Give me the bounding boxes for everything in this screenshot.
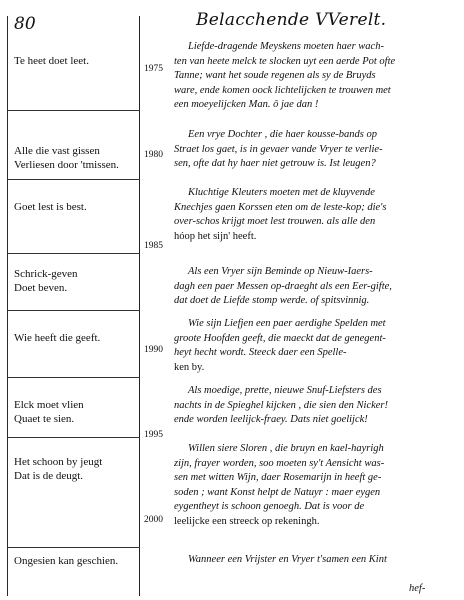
proverb-line: Verliesen door 'tmissen. xyxy=(14,159,119,171)
column-divider-rule xyxy=(139,16,140,596)
running-head: Belacchende VVerelt. xyxy=(196,10,387,30)
proverb-line: Doet beven. xyxy=(14,282,68,294)
text-line: hóop het sijn' heeft. xyxy=(174,230,257,242)
proverb-line: Goet lest is best. xyxy=(14,201,87,213)
proverb-line: Wie heeft die geeft. xyxy=(14,332,101,344)
proverb-line: Dat is de deugt. xyxy=(14,470,84,482)
text-line: heyt hecht wordt. Steeck daer een Spelle- xyxy=(174,347,347,358)
proverb-marginal xyxy=(14,554,136,568)
text-line: Liefde-dragende Meyskens moeten haer wach- xyxy=(188,41,384,52)
proverb-line: Te heet doet leet. xyxy=(14,55,89,67)
entry-separator-rule xyxy=(8,547,140,548)
text-line: dat doet de Liefde stomp werde. of spitsvinnig. xyxy=(174,295,370,306)
text-line: Een vrye Dochter , die haer kousse-bands op xyxy=(188,129,377,140)
page-number: 80 xyxy=(14,14,36,34)
entry-separator-rule xyxy=(8,110,140,111)
text-line: sen, ofte dat hy haer niet getrouw is. Ist leugen? xyxy=(174,158,376,169)
text-line: Knechjes gaen Korssen eten om de leste-kop; die's xyxy=(174,201,387,213)
proverb-marginal xyxy=(14,54,136,68)
text-line: ken by. xyxy=(174,361,205,373)
text-line: groote Hoofden geeft, die maeckt dat de genegent- xyxy=(174,332,386,344)
proverb-marginal xyxy=(14,200,136,214)
proverb-line: Alle die vast gissen xyxy=(14,145,100,157)
text-line: Willen siere Sloren , die bruyn en kael-hayrigh xyxy=(188,443,384,454)
proverb-marginal xyxy=(14,455,136,483)
proverb-marginal xyxy=(14,267,136,295)
text-line: sen met witten Wijn, daer Rosemarijn in heeft ge- xyxy=(174,472,382,483)
text-line: ende worden leelijck-fraey. Dats niet goelijck! xyxy=(174,414,368,425)
proverb-marginal xyxy=(14,331,136,345)
proverb-marginal xyxy=(14,144,136,172)
left-margin-rule xyxy=(7,16,8,596)
proverb-line: Quaet te sien. xyxy=(14,413,75,425)
text-line: Straet los gaet, is in gevaer vande Vryer te verlie- xyxy=(174,143,383,155)
text-line: Als een Vryer sijn Beminde op Nieuw-Iaers- xyxy=(188,266,373,277)
text-line: soden ; want Konst helpt de Natuyr : maer eygen xyxy=(174,486,381,498)
proverb-marginal xyxy=(14,398,136,426)
text-line: dagh een paer Messen op-draeght als een Eer-gifte, xyxy=(174,280,392,292)
entry-separator-rule xyxy=(8,310,140,311)
proverb-line: Schrick-geven xyxy=(14,268,78,280)
text-line: eygentheyt is schoon genoegh. Dat is voor de xyxy=(174,501,365,512)
entry-separator-rule xyxy=(8,179,140,180)
line-number: 1990 xyxy=(144,345,163,355)
text-line: nachts in de Spieghel kijcken , die sien den Nicker! xyxy=(174,399,389,411)
text-line: Tanne; want het soude regenen als sy de Bruyds xyxy=(174,70,376,81)
proverb-line: Ongesien kan geschien. xyxy=(14,555,119,567)
proverb-line: Elck moet vlien xyxy=(14,399,84,411)
text-line: ware, ende komen oock lichtelijcken te trouwen met xyxy=(174,84,391,96)
text-line: Kluchtige Kleuters moeten met de kluyvende xyxy=(188,187,375,198)
line-number: 1980 xyxy=(144,150,163,160)
entry-separator-rule xyxy=(8,253,140,254)
proverb-line: Het schoon by jeugt xyxy=(14,456,103,468)
entry-separator-rule xyxy=(8,437,140,438)
text-line: Wanneer een Vrijster en Vryer t'samen een Kint xyxy=(188,554,387,565)
line-number: 2000 xyxy=(144,515,163,525)
text-line: Als moedige, prette, nieuwe Snuf-Liefsters des xyxy=(188,385,382,396)
text-line: Wie sijn Liefjen een paer aerdighe Spelden met xyxy=(188,318,386,329)
line-number: 1975 xyxy=(144,64,163,74)
entry-separator-rule xyxy=(8,377,140,378)
text-line: een moeyelijcken Man. ô jae dan ! xyxy=(174,99,319,110)
catchword: hef- xyxy=(409,583,426,594)
text-line: ten van heete melck te slocken uyt een aerde Pot ofte xyxy=(174,55,396,67)
line-number: 1995 xyxy=(144,430,163,440)
text-line: over-schos krijgt moet lest trouwen. als alle den xyxy=(174,216,376,227)
text-line: leelijcke een streeck op rekeningh. xyxy=(174,515,320,527)
text-line: zijn, frayer worden, soo moeten sy't Aensicht was- xyxy=(174,457,385,469)
line-number: 1985 xyxy=(144,241,163,251)
